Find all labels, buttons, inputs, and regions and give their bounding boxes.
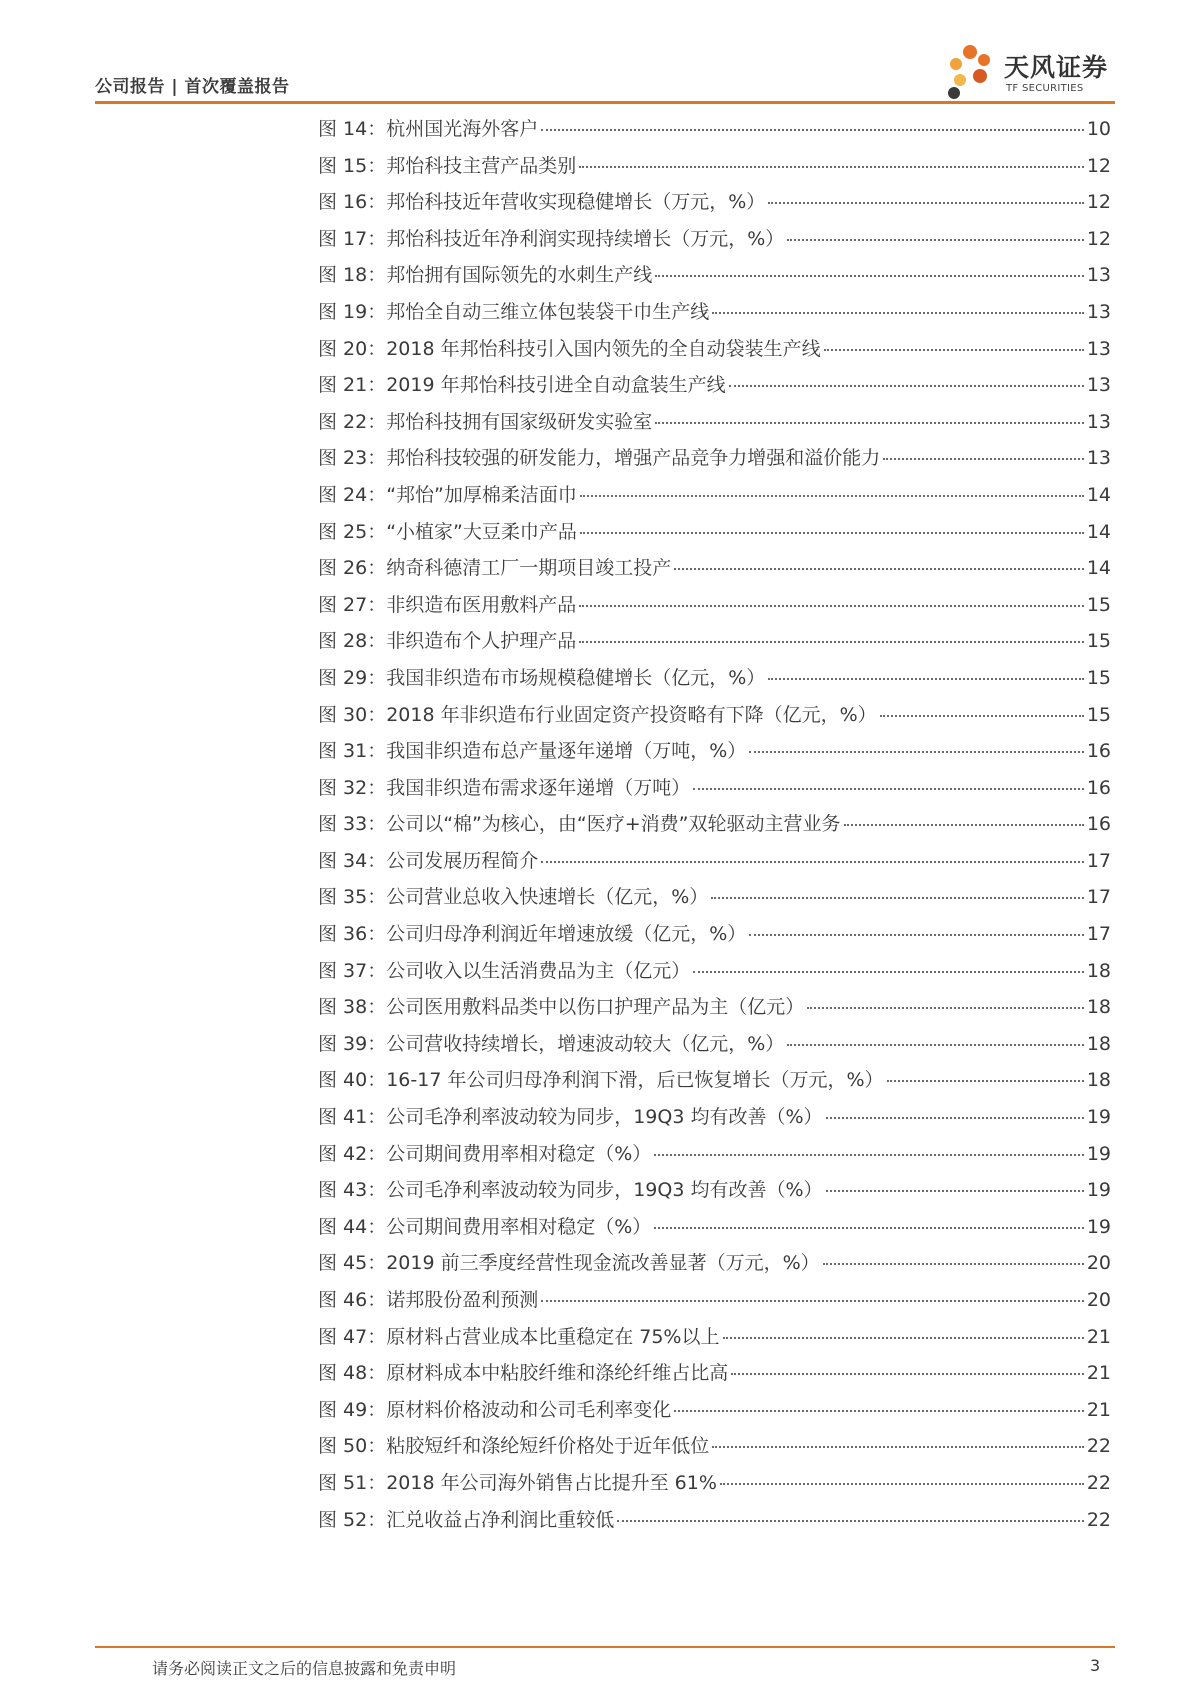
toc-entry-label: 图 25：“小植家”大豆柔巾产品 bbox=[318, 520, 577, 543]
toc-entry-page: 20 bbox=[1086, 1289, 1111, 1311]
toc-entry-label: 图 28：非织造布个人护理产品 bbox=[318, 630, 577, 653]
toc-entry-label: 图 17：邦怡科技近年净利润实现持续增长（万元，%） bbox=[318, 227, 785, 250]
toc-entry-label: 图 27：非织造布医用敷料产品 bbox=[318, 593, 577, 616]
toc-entry-label: 图 15：邦怡科技主营产品类别 bbox=[318, 154, 577, 177]
toc-entry-label: 图 14：杭州国光海外客户 bbox=[318, 118, 539, 140]
toc-entry[interactable] bbox=[318, 1026, 1111, 1063]
toc-entry-label: 图 21：2019 年邦怡科技引进全自动盒装生产线 bbox=[318, 374, 726, 397]
toc-entry-label: 图 31：我国非织造布总产量逐年递增（万吨，%） bbox=[318, 740, 747, 763]
toc-entry-label: 图 35：公司营业总收入快速增长（亿元，%） bbox=[318, 886, 709, 909]
toc-dot-leader bbox=[880, 715, 1084, 717]
toc-entry[interactable] bbox=[318, 843, 1111, 880]
toc-entry-label: 图 34：公司发展历程简介 bbox=[318, 849, 539, 872]
toc-entry-label: 图 18：邦怡拥有国际领先的水刺生产线 bbox=[318, 264, 653, 287]
toc-dot-leader bbox=[712, 1446, 1084, 1448]
page-number: 3 bbox=[1090, 1656, 1101, 1675]
toc-entry[interactable] bbox=[318, 806, 1111, 843]
toc-dot-leader bbox=[749, 934, 1084, 936]
toc-dot-leader bbox=[826, 1117, 1084, 1119]
toc-entry-label: 图 41：公司毛净利率波动较为同步，19Q3 均有改善（%） bbox=[318, 1106, 823, 1129]
toc-entry-page: 14 bbox=[1086, 483, 1111, 506]
toc-entry[interactable] bbox=[318, 257, 1111, 294]
toc-entry-page: 22 bbox=[1086, 1435, 1111, 1458]
toc-entry-page: 17 bbox=[1086, 886, 1111, 909]
toc-entry[interactable] bbox=[318, 697, 1111, 734]
toc-entry-label: 图 40：16-17 年公司归母净利润下滑，后已恢复增长（万元，%） bbox=[318, 1069, 884, 1092]
toc-entry[interactable] bbox=[318, 953, 1111, 990]
toc-dot-leader bbox=[807, 1007, 1084, 1009]
toc-entry[interactable] bbox=[318, 1172, 1111, 1209]
toc-dot-leader bbox=[823, 1263, 1084, 1265]
toc-entry[interactable] bbox=[318, 1245, 1111, 1282]
toc-entry-label: 图 47：原材料占营业成本比重稳定在 75%以上 bbox=[318, 1325, 720, 1348]
toc-dot-leader bbox=[768, 678, 1084, 680]
toc-entry-label: 图 29：我国非织造布市场规模稳健增长（亿元，%） bbox=[318, 666, 766, 689]
toc-entry-page: 18 bbox=[1086, 959, 1111, 982]
toc-entry-page: 19 bbox=[1086, 1179, 1111, 1202]
toc-dot-leader bbox=[844, 824, 1084, 826]
toc-entry-page: 13 bbox=[1086, 410, 1111, 433]
toc-entry[interactable] bbox=[318, 1355, 1111, 1392]
toc-entry-page: 19 bbox=[1086, 1142, 1111, 1165]
toc-dot-leader bbox=[749, 751, 1084, 753]
toc-entry-label: 图 43：公司毛净利率波动较为同步，19Q3 均有改善（%） bbox=[318, 1179, 823, 1202]
toc-entry-page: 21 bbox=[1086, 1362, 1111, 1385]
toc-dot-leader bbox=[579, 166, 1084, 168]
flower-logo-icon bbox=[940, 38, 1002, 100]
toc-entry-label: 图 50：粘胶短纤和涤纶短纤价格处于近年低位 bbox=[318, 1435, 710, 1458]
toc-entry-label: 图 49：原材料价格波动和公司毛利率变化 bbox=[318, 1398, 672, 1421]
toc-dot-leader bbox=[655, 275, 1084, 277]
toc-entry-label: 图 39：公司营收持续增长，增速波动较大（亿元，%） bbox=[318, 1032, 785, 1055]
toc-entry[interactable] bbox=[318, 294, 1111, 331]
toc-entry-page: 13 bbox=[1086, 300, 1111, 323]
toc-dot-leader bbox=[674, 1410, 1084, 1412]
toc-dot-leader bbox=[826, 1190, 1084, 1192]
toc-entry[interactable] bbox=[318, 1319, 1111, 1356]
toc-entry-label: 图 44：公司期间费用率相对稳定（%） bbox=[318, 1215, 652, 1238]
toc-entry[interactable] bbox=[318, 770, 1111, 807]
toc-entry[interactable] bbox=[318, 1062, 1111, 1099]
header-divider bbox=[95, 101, 1115, 104]
toc-entry-label: 图 51：2018 年公司海外销售占比提升至 61% bbox=[318, 1471, 717, 1494]
toc-entry-page: 15 bbox=[1086, 666, 1111, 689]
toc-dot-leader bbox=[580, 495, 1084, 497]
toc-entry[interactable] bbox=[318, 1502, 1111, 1539]
toc-entry-label: 图 33：公司以“棉”为核心，由“医疗+消费”双轮驱动主营业务 bbox=[318, 813, 841, 836]
toc-entry[interactable] bbox=[318, 989, 1111, 1026]
toc-entry[interactable] bbox=[318, 148, 1111, 185]
toc-entry[interactable] bbox=[318, 514, 1111, 551]
toc-dot-leader bbox=[579, 605, 1084, 607]
toc-entry-page: 15 bbox=[1086, 703, 1111, 726]
toc-entry-label: 图 42：公司期间费用率相对稳定（%） bbox=[318, 1142, 652, 1165]
toc-dot-leader bbox=[654, 1227, 1084, 1229]
toc-dot-leader bbox=[541, 129, 1084, 131]
toc-dot-leader bbox=[655, 422, 1084, 424]
toc-dot-leader bbox=[541, 861, 1084, 863]
toc-entry[interactable] bbox=[318, 1428, 1111, 1465]
toc-entry-label: 图 26：纳奇科德清工厂一期项目竣工投产 bbox=[318, 557, 672, 580]
toc-dot-leader bbox=[787, 239, 1084, 241]
toc-entry[interactable] bbox=[318, 623, 1111, 660]
toc-entry-page: 15 bbox=[1086, 593, 1111, 616]
toc-dot-leader bbox=[617, 1520, 1084, 1522]
toc-entry-label: 图 20：2018 年邦怡科技引入国内领先的全自动袋装生产线 bbox=[318, 337, 821, 360]
toc-entry-page: 17 bbox=[1086, 849, 1111, 872]
toc-entry[interactable] bbox=[318, 111, 1111, 148]
toc-entry-page: 12 bbox=[1086, 227, 1111, 250]
toc-entry-label: 图 48：原材料成本中粘胶纤维和涤纶纤维占比高 bbox=[318, 1362, 729, 1385]
toc-entry-page: 22 bbox=[1086, 1508, 1111, 1531]
toc-entry[interactable] bbox=[318, 916, 1111, 953]
toc-entry-page: 19 bbox=[1086, 1106, 1111, 1129]
toc-dot-leader bbox=[824, 349, 1084, 351]
toc-entry[interactable] bbox=[318, 587, 1111, 624]
toc-entry-label: 图 24：“邦怡”加厚棉柔洁面巾 bbox=[318, 483, 577, 506]
toc-entry-page: 18 bbox=[1086, 1032, 1111, 1055]
toc-entry-label: 图 32：我国非织造布需求逐年递增（万吨） bbox=[318, 776, 691, 799]
toc-dot-leader bbox=[729, 385, 1084, 387]
toc-dot-leader bbox=[731, 1373, 1084, 1375]
toc-entry-label: 图 45：2019 前三季度经营性现金流改善显著（万元，%） bbox=[318, 1252, 820, 1275]
toc-entry-page: 19 bbox=[1086, 1215, 1111, 1238]
toc-entry[interactable] bbox=[318, 331, 1111, 368]
toc-entry-page: 13 bbox=[1086, 374, 1111, 397]
toc-dot-leader bbox=[723, 1337, 1084, 1339]
toc-dot-leader bbox=[541, 1300, 1084, 1302]
figure-list bbox=[318, 111, 1111, 1538]
toc-entry-page: 16 bbox=[1086, 776, 1111, 799]
toc-entry[interactable] bbox=[318, 879, 1111, 916]
toc-dot-leader bbox=[768, 202, 1084, 204]
toc-entry-label: 图 52：汇兑收益占净利润比重较低 bbox=[318, 1508, 615, 1531]
toc-dot-leader bbox=[580, 532, 1084, 534]
toc-entry-page: 13 bbox=[1086, 264, 1111, 287]
toc-entry[interactable] bbox=[318, 184, 1111, 221]
footer-divider bbox=[95, 1646, 1115, 1648]
toc-dot-leader bbox=[883, 458, 1084, 460]
toc-entry-page: 16 bbox=[1086, 813, 1111, 836]
toc-entry[interactable] bbox=[318, 1209, 1111, 1246]
toc-dot-leader bbox=[579, 641, 1084, 643]
toc-dot-leader bbox=[712, 312, 1084, 314]
toc-entry-page: 12 bbox=[1086, 191, 1111, 214]
toc-entry[interactable] bbox=[318, 550, 1111, 587]
toc-entry-label: 图 37：公司收入以生活消费品为主（亿元） bbox=[318, 959, 691, 982]
report-type-title: 公司报告 | 首次覆盖报告 bbox=[95, 77, 290, 97]
toc-entry-label: 图 23：邦怡科技较强的研发能力，增强产品竞争力增强和溢价能力 bbox=[318, 447, 881, 470]
toc-entry[interactable] bbox=[318, 477, 1111, 514]
toc-entry[interactable] bbox=[318, 367, 1111, 404]
toc-entry-page: 14 bbox=[1086, 520, 1111, 543]
toc-entry[interactable] bbox=[318, 1136, 1111, 1173]
toc-entry-label: 图 36：公司归母净利润近年增速放缓（亿元，%） bbox=[318, 923, 747, 946]
toc-entry-page: 14 bbox=[1086, 557, 1111, 580]
toc-entry-label: 图 38：公司医用敷料品类中以伤口护理产品为主（亿元） bbox=[318, 996, 805, 1019]
toc-entry-page: 20 bbox=[1086, 1252, 1111, 1275]
toc-entry-page: 17 bbox=[1086, 923, 1111, 946]
toc-dot-leader bbox=[711, 897, 1084, 899]
toc-entry-label: 图 30：2018 年非织造布行业固定资产投资略有下降（亿元，%） bbox=[318, 703, 877, 726]
toc-entry-page: 18 bbox=[1086, 996, 1111, 1019]
toc-entry-label: 图 46：诺邦股份盈利预测 bbox=[318, 1289, 539, 1311]
toc-dot-leader bbox=[693, 971, 1084, 973]
toc-entry-label: 图 22：邦怡科技拥有国家级研发实验室 bbox=[318, 410, 653, 433]
toc-entry-page: 21 bbox=[1086, 1398, 1111, 1421]
toc-entry-label: 图 16：邦怡科技近年营收实现稳健增长（万元，%） bbox=[318, 191, 766, 214]
disclaimer-note: 请务必阅读正文之后的信息披露和免责申明 bbox=[152, 1659, 457, 1678]
toc-entry[interactable] bbox=[318, 1392, 1111, 1429]
toc-entry-page: 10 bbox=[1086, 118, 1111, 140]
toc-dot-leader bbox=[654, 1154, 1084, 1156]
toc-dot-leader bbox=[674, 568, 1084, 570]
page-header bbox=[95, 0, 1115, 104]
toc-dot-leader bbox=[887, 1080, 1084, 1082]
toc-entry[interactable] bbox=[318, 1282, 1111, 1319]
toc-entry-page: 18 bbox=[1086, 1069, 1111, 1092]
toc-entry[interactable] bbox=[318, 404, 1111, 441]
toc-entry[interactable] bbox=[318, 733, 1111, 770]
toc-entry-label: 图 19：邦怡全自动三维立体包装袋干巾生产线 bbox=[318, 300, 710, 323]
toc-entry-page: 15 bbox=[1086, 630, 1111, 653]
company-logo bbox=[940, 38, 1115, 100]
toc-entry-page: 16 bbox=[1086, 740, 1111, 763]
toc-entry[interactable] bbox=[318, 1465, 1111, 1502]
toc-entry-page: 22 bbox=[1086, 1471, 1111, 1494]
toc-dot-leader bbox=[693, 788, 1084, 790]
logo-wordmark: 天风证券 bbox=[1004, 53, 1109, 82]
toc-entry[interactable] bbox=[318, 221, 1111, 258]
toc-entry-page: 13 bbox=[1086, 447, 1111, 470]
toc-entry[interactable] bbox=[318, 440, 1111, 477]
toc-entry[interactable] bbox=[318, 660, 1111, 697]
logo-subtext: TF SECURITIES bbox=[1006, 83, 1084, 94]
toc-entry-page: 12 bbox=[1086, 154, 1111, 177]
toc-entry[interactable] bbox=[318, 1099, 1111, 1136]
toc-dot-leader bbox=[787, 1044, 1084, 1046]
toc-entry-page: 21 bbox=[1086, 1325, 1111, 1348]
toc-entry-page: 13 bbox=[1086, 337, 1111, 360]
toc-dot-leader bbox=[720, 1483, 1084, 1485]
